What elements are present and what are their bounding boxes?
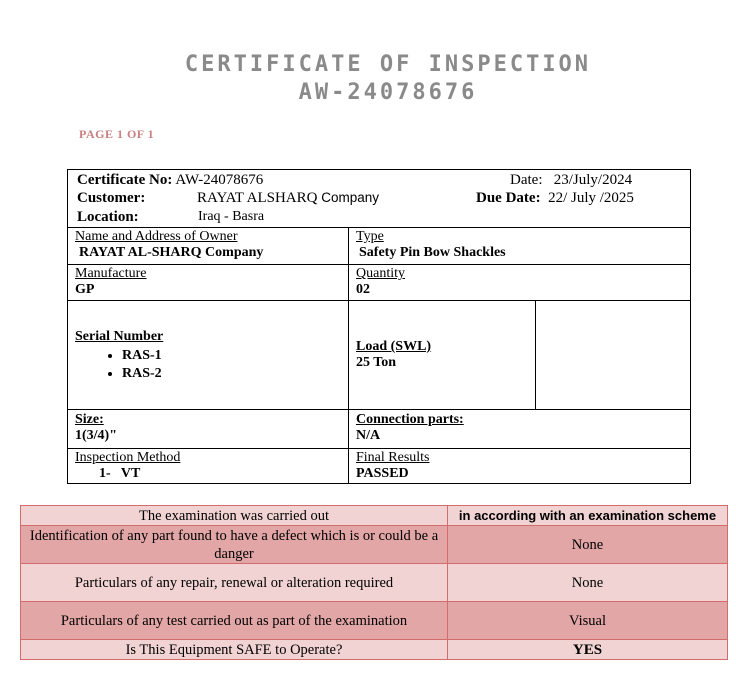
page-indicator: PAGE 1 OF 1 [79,127,155,141]
cert-no-label: Certificate No: [77,172,173,188]
method-label: Inspection Method [75,450,181,465]
size-label: Size: [75,412,104,427]
serial-load-row [68,301,690,410]
exam-answer: None [448,564,728,602]
cert-no-line [77,172,263,189]
method-value: 1- VT [99,466,141,481]
certificate-title: CERTIFICATE OF INSPECTION [184,52,592,77]
customer-value: RAYAT ALSHARQ [197,190,318,206]
manufacture-quantity-row [68,265,690,301]
exam-question: Particulars of any test carried out as part of the examination [21,602,448,640]
date-line [510,172,632,189]
customer-line [77,190,145,207]
empty-cell [536,301,690,409]
due-date-line [476,190,634,207]
owner-cell [68,228,349,264]
exam-question: Particulars of any repair, renewal or alteration required [21,564,448,602]
exam-row [21,564,728,602]
date-value: 23/July/2024 [553,172,633,188]
certificate-number-title: AW-24078676 [298,80,478,105]
exam-question: Identification of any part found to have a defect which is or could be a danger [21,526,448,564]
customer-label: Customer: [77,190,146,206]
location-value: Iraq - Basra [198,209,265,224]
manufacture-cell [68,265,349,300]
customer-suffix: Company [321,190,379,205]
load-label: Load (SWL) [356,339,432,354]
size-cell [68,410,349,448]
type-cell [349,228,690,264]
location-label: Location: [77,209,139,225]
exam-question: Is This Equipment SAFE to Operate? [21,640,448,660]
serial-item: • RAS-1 [122,347,341,365]
serial-label: Serial Number [75,329,164,344]
owner-type-row [68,228,690,265]
exam-row [21,526,728,564]
exam-row [21,506,728,526]
certificate-details-table [67,169,691,484]
connection-value: N/A [356,428,381,443]
location-line [77,209,139,226]
due-date-label: Due Date: [476,190,541,206]
type-label: Type [356,229,384,244]
owner-label: Name and Address of Owner [75,229,238,244]
connection-cell [349,410,690,448]
exam-answer: in according with an examination scheme [448,506,728,526]
exam-row [21,640,728,660]
connection-label: Connection parts: [356,412,464,427]
exam-row [21,602,728,640]
due-date-value: 22/ July /2025 [548,190,634,206]
serial-list [75,347,341,383]
cert-no-value: AW-24078676 [175,172,264,188]
date-label: Date: [510,172,543,188]
size-connection-row [68,410,690,449]
method-cell [68,449,349,483]
results-value: PASSED [356,466,409,481]
size-value: 1(3/4)" [75,428,117,443]
method-results-row [68,449,690,483]
quantity-cell [349,265,690,300]
customer-value-line [197,190,379,207]
quantity-label: Quantity [356,266,405,281]
type-value: Safety Pin Bow Shackles [359,245,506,260]
quantity-value: 02 [356,282,370,297]
results-label: Final Results [356,450,430,465]
serial-item: • RAS-2 [122,365,341,383]
certificate-header-block [68,170,690,228]
load-value: 25 Ton [356,355,397,370]
exam-question: The examination was carried out [21,506,448,526]
exam-answer: None [448,526,728,564]
manufacture-label: Manufacture [75,266,147,281]
serial-cell [68,301,349,409]
load-cell [349,301,536,409]
results-cell [349,449,690,483]
owner-value: RAYAT AL-SHARQ Company [79,245,264,260]
examination-table [20,505,728,660]
manufacture-value: GP [75,282,95,297]
exam-answer: YES [448,640,728,660]
exam-answer: Visual [448,602,728,640]
